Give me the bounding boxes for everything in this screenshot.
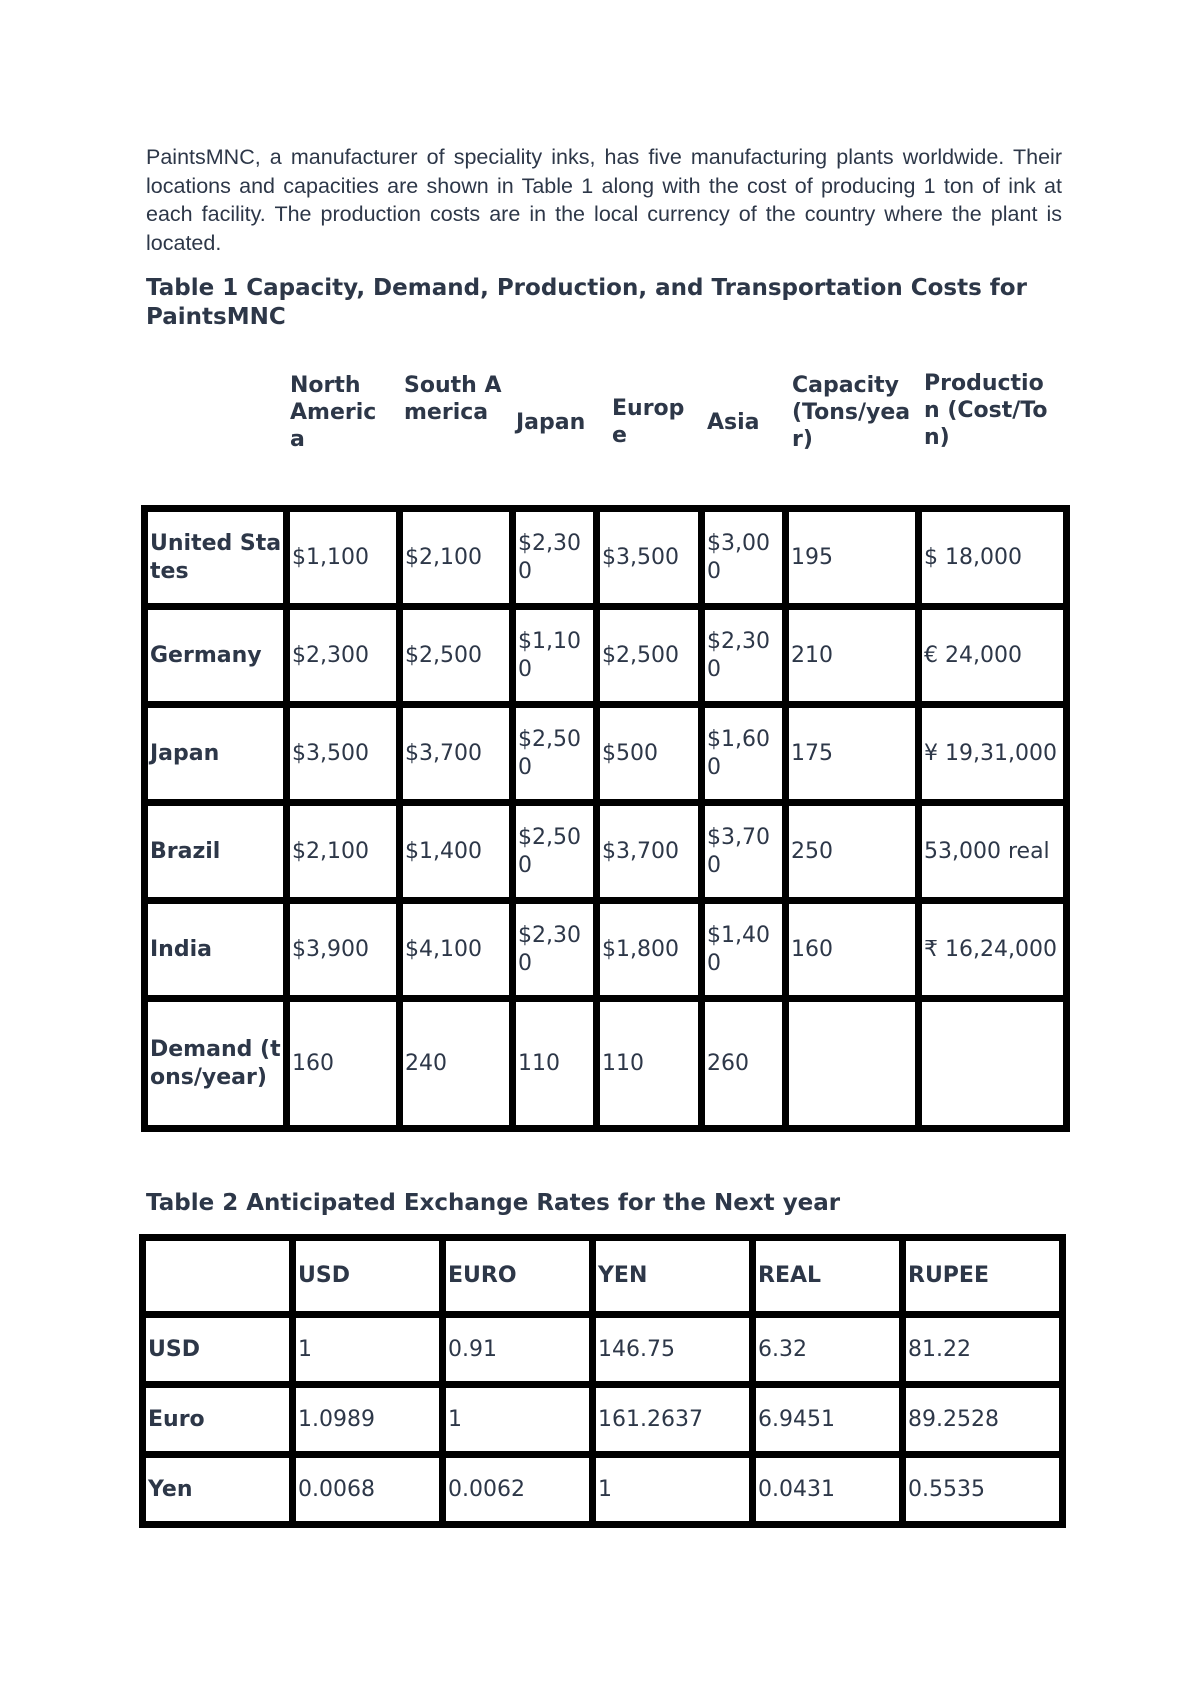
- table1-header-asia: Asia: [707, 409, 760, 435]
- table1-cell: $500: [597, 705, 702, 803]
- table2-header-row: [143, 1238, 1063, 1315]
- table1-cell: 53,000 real: [919, 803, 1067, 901]
- table1-row-label: Demand (tons/year): [145, 999, 287, 1129]
- table2-row-label: USD: [143, 1315, 293, 1385]
- table2-header-cell: USD: [293, 1238, 443, 1315]
- table1-cell: $3,700: [702, 803, 786, 901]
- table2-row: [143, 1315, 1063, 1385]
- table1-cell: $1,100: [287, 509, 400, 607]
- table2-header-cell: REAL: [753, 1238, 903, 1315]
- table1-cell: 160: [786, 901, 919, 999]
- table1-row: [145, 607, 1067, 705]
- table1-header-capacity: Capacity (Tons/year): [792, 373, 911, 452]
- table1-row-label: India: [145, 901, 287, 999]
- table1-cell: $1,800: [597, 901, 702, 999]
- table1-row: [145, 509, 1067, 607]
- table2-cell: 1: [293, 1315, 443, 1385]
- table2-cell: 146.75: [593, 1315, 753, 1385]
- table2-header-cell: [143, 1238, 293, 1315]
- table1-row-label: United States: [145, 509, 287, 607]
- table1-cell: € 24,000: [919, 607, 1067, 705]
- table1-header-production: Production (Cost/Ton): [924, 371, 1048, 450]
- table1-title: Table 1 Capacity, Demand, Production, and Transportation Costs for PaintsMNC: [146, 275, 1027, 330]
- table1-header-europe: Europe: [612, 396, 685, 448]
- table1-cell: $2,500: [513, 803, 597, 901]
- table1-cell: $3,500: [287, 705, 400, 803]
- table2-cell: 6.9451: [753, 1385, 903, 1455]
- table1-cell: $3,700: [400, 705, 513, 803]
- table1-cell: $3,700: [597, 803, 702, 901]
- table1-cell: 110: [597, 999, 702, 1129]
- table1-cell: $4,100: [400, 901, 513, 999]
- table1-cell: $1,100: [513, 607, 597, 705]
- table1-cell: ₹ 16,24,000: [919, 901, 1067, 999]
- table1-row: [145, 999, 1067, 1129]
- table2-cell: 1: [443, 1385, 593, 1455]
- table2-header-cell: YEN: [593, 1238, 753, 1315]
- table1-cell: $3,900: [287, 901, 400, 999]
- table1-cell: $2,500: [400, 607, 513, 705]
- table2-cell: 0.5535: [903, 1455, 1063, 1525]
- table1-cell: $2,300: [702, 607, 786, 705]
- table1-header-south-america: South America: [404, 373, 502, 425]
- table1-cell: $2,300: [513, 901, 597, 999]
- table2-cell: 1: [593, 1455, 753, 1525]
- table1-row-label: Brazil: [145, 803, 287, 901]
- table1-row: [145, 901, 1067, 999]
- table2-grid: [139, 1234, 1066, 1528]
- table1-cell: 240: [400, 999, 513, 1129]
- table1-cell: 210: [786, 607, 919, 705]
- table1-cell: $3,000: [702, 509, 786, 607]
- table1-cell: [919, 999, 1067, 1129]
- table1-cell: $3,500: [597, 509, 702, 607]
- table1-cell: $ 18,000: [919, 509, 1067, 607]
- table2-row: [143, 1455, 1063, 1525]
- table1-row: [145, 803, 1067, 901]
- table1-header-north-america: North America: [290, 373, 377, 452]
- table2-header-cell: EURO: [443, 1238, 593, 1315]
- table1-cell: 260: [702, 999, 786, 1129]
- table2-cell: 0.91: [443, 1315, 593, 1385]
- table2-cell: 6.32: [753, 1315, 903, 1385]
- table1-cell: $2,300: [513, 509, 597, 607]
- table1-cell: $1,400: [400, 803, 513, 901]
- table1-row-label: Germany: [145, 607, 287, 705]
- table1-cell: 160: [287, 999, 400, 1129]
- table1-cell: $2,100: [400, 509, 513, 607]
- intro-paragraph: PaintsMNC, a manufacturer of speciality inks, has five manufacturing plants worldwide. Their locations and capacities are shown in Table 1 along with the cost of producing 1 ton of ink at each facility. The production costs are in the local currency of the country where the plant is located.: [146, 145, 1062, 255]
- table1-cell: $2,300: [287, 607, 400, 705]
- table2-title: Table 2 Anticipated Exchange Rates for the Next year: [146, 1190, 841, 1216]
- table2-cell: 0.0062: [443, 1455, 593, 1525]
- table2-cell: 81.22: [903, 1315, 1063, 1385]
- table1-cell: ¥ 19,31,000: [919, 705, 1067, 803]
- table2-header-cell: RUPEE: [903, 1238, 1063, 1315]
- table1-row: [145, 705, 1067, 803]
- table2-cell: 89.2528: [903, 1385, 1063, 1455]
- table1-cell: $2,100: [287, 803, 400, 901]
- table1-cell: $1,400: [702, 901, 786, 999]
- table1-cell: 250: [786, 803, 919, 901]
- table1-cell: 175: [786, 705, 919, 803]
- table1-cell: 110: [513, 999, 597, 1129]
- table1-row-label: Japan: [145, 705, 287, 803]
- table1-cell: $2,500: [597, 607, 702, 705]
- table1-cell: 195: [786, 509, 919, 607]
- table2-cell: 0.0068: [293, 1455, 443, 1525]
- table2-cell: 161.2637: [593, 1385, 753, 1455]
- table2-cell: 1.0989: [293, 1385, 443, 1455]
- table1-cell: [786, 999, 919, 1129]
- table1-cell: $1,600: [702, 705, 786, 803]
- table2-row: [143, 1385, 1063, 1455]
- table2-row-label: Yen: [143, 1455, 293, 1525]
- table2-row-label: Euro: [143, 1385, 293, 1455]
- table1-cell: $2,500: [513, 705, 597, 803]
- table2-cell: 0.0431: [753, 1455, 903, 1525]
- table1-header-japan: Japan: [516, 409, 586, 435]
- table1-grid: [141, 505, 1070, 1132]
